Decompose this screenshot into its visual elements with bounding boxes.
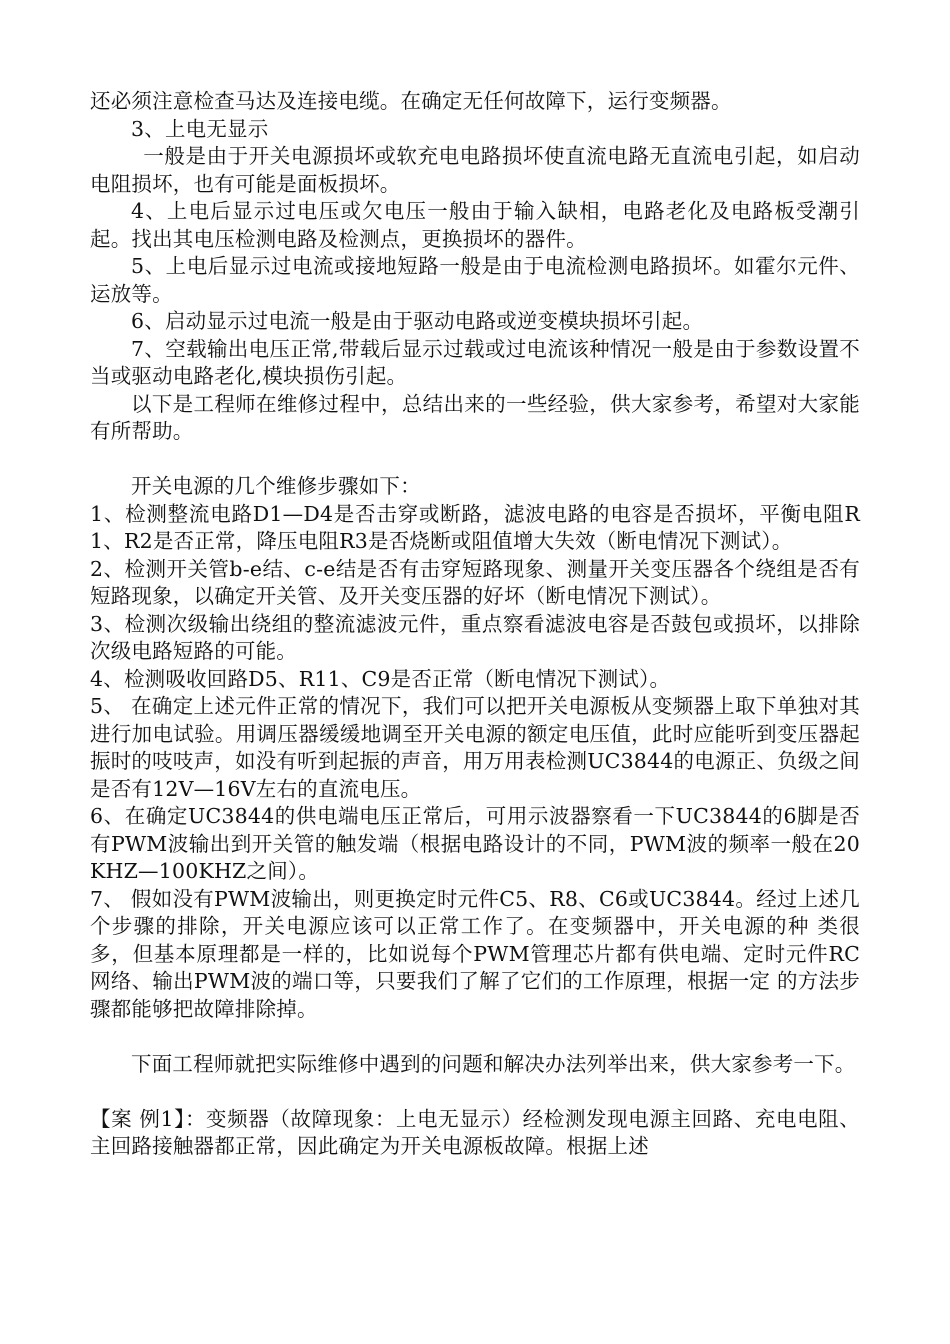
paragraph-motor-check: 还必须注意检查马达及连接电缆。在确定无任何故障下，运行变频器。 <box>90 89 732 113</box>
paragraph-engineer-experience: 以下是工程师在维修过程中，总结出来的一些经验，供大家参考，希望对大家能有所帮助。 <box>90 391 860 443</box>
blank-line <box>90 446 860 474</box>
paragraph-cases-intro: 下面工程师就把实际维修中遇到的问题和解决办法列举出来，供大家参考一下。 <box>131 1051 856 1076</box>
step-3: 3、检测次级输出绕组的整流滤波元件，重点察看滤波电容是否鼓包或损坏，以排除次级电路短路的可能。 <box>90 611 860 663</box>
step-1: 1、检测整流电路D1—D4是否击穿或断路，滤波电路的电容是否损坏，平衡电阻R1、R2是否正常，降压电阻R3是否烧断或阻值增大失效（断电情况下测试）。 <box>90 501 860 553</box>
document-body <box>90 88 860 1161</box>
paragraph-load-overload: 7、空载输出电压正常,带载后显示过载或过电流该种情况一般是由于参数设置不当或驱动电路老化,模块损伤引起。 <box>90 336 860 388</box>
paragraph-start-overcurrent: 6、启动显示过电流一般是由于驱动电路或逆变模块损坏引起。 <box>131 309 704 333</box>
blank-line <box>90 1078 860 1106</box>
blank-line <box>90 1023 860 1051</box>
step-7: 7、 假如没有PWM波输出，则更换定时元件C5、R8、C6或UC3844。经过上述几个步骤的排除，开关电源应该可以正常工作了。在变频器中，开关电源的种 类很多，但基本原理都是一样的，比如说每个PWM管理芯片都有供电端、定时元件RC网络、输出PWM波的端口等，只要我们了解了它们的工作原理，根据一定 的方法步骤都能够把故障排除掉。 <box>90 886 860 1021</box>
step-2: 2、检测开关管b-e结、c-e结是否有击穿短路现象、测量开关变压器各个绕组是否有短路现象，以确定开关管、及开关变压器的好坏（断电情况下测试）。 <box>90 556 860 608</box>
heading-no-display: 3、上电无显示 <box>131 116 269 141</box>
step-5: 5、 在确定上述元件正常的情况下，我们可以把开关电源板从变频器上取下单独对其进行加电试验。用调压器缓缓地调至开关电源的额定电压值，此时应能听到变压器起 振时的吱吱声，如没有听到起振的声音，用万用表检测UC3844的电源正、负级之间是否有12V—16V左右的直流电压。 <box>90 694 860 801</box>
heading-repair-steps: 开关电源的几个维修步骤如下： <box>131 474 421 498</box>
paragraph-case-1: 【案 例1】：变频器（故障现象：上电无显示）经检测发现电源主回路、充电电阻、主回路接触器都正常，因此确定为开关电源板故障。根据上述 <box>90 1106 860 1158</box>
step-4: 4、检测吸收回路D5、R11、C9是否正常（断电情况下测试）。 <box>90 666 671 691</box>
step-6: 6、在确定UC3844的供电端电压正常后，可用示波器察看一下UC3844的6脚是否有PWM波输出到开关管的触发端（根据电路设计的不同，PWM波的频率一般在20KHZ—100KHZ之间）。 <box>90 804 860 883</box>
paragraph-overvoltage: 4、上电后显示过电压或欠电压一般由于输入缺相，电路老化及电路板受潮引起。找出其电压检测电路及检测点，更换损坏的器件。 <box>90 199 860 251</box>
paragraph-overcurrent-ground: 5、上电后显示过电流或接地短路一般是由于电流检测电路损坏。如霍尔元件、运放等。 <box>90 254 860 306</box>
paragraph-no-display-cause: 一般是由于开关电源损坏或软充电电路损坏使直流电路无直流电引起，如启动电阻损坏，也有可能是面板损坏。 <box>90 144 860 196</box>
